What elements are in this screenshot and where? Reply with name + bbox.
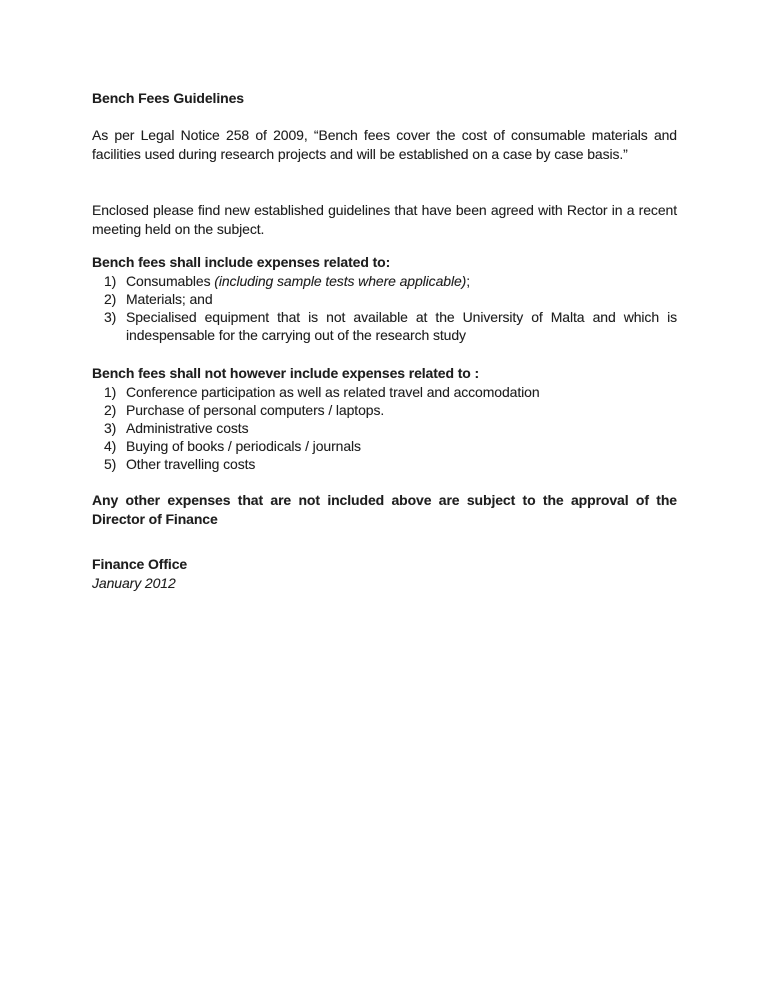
list-item-text [126,272,677,290]
list-item-number: 1) [104,273,117,289]
list-item-text: Other travelling costs [126,456,256,472]
approval-note: Any other expenses that are not included above are subject to the approval of the Director of Finance [92,492,677,527]
list-item [92,290,677,308]
list-item-number: 2) [104,291,117,307]
list-item-number: 1) [104,384,117,400]
list-item [92,401,677,419]
finance-office-label: Finance Office [92,556,188,572]
document-title: Bench Fees Guidelines [92,90,244,106]
include-list [92,272,677,344]
list-item-text-suffix: ; [466,273,471,289]
list-item [92,383,677,401]
list-item [92,308,677,344]
enclosed-paragraph: Enclosed please find new established guidelines that have been agreed with Rector in a recent meeting held on the subject. [92,202,677,237]
list-item-text: Administrative costs [126,420,249,436]
list-item [92,419,677,437]
list-item-text: Specialised equipment that is not available at the University of Malta and which is indespensable for the carrying out of the research study [126,309,677,343]
list-item-number: 3) [104,420,117,436]
intro-paragraph: As per Legal Notice 258 of 2009, “Bench fees cover the cost of consumable materials and facilities used during research projects and will be established on a case by case basis.” [92,127,677,162]
exclude-section-heading: Bench fees shall not however include expenses related to : [92,365,480,381]
list-item [92,272,677,290]
list-item-number: 5) [104,456,117,472]
include-section-heading: Bench fees shall include expenses related to: [92,254,391,270]
list-item-text: Buying of books / periodicals / journals [126,438,361,454]
list-item-text-regular: Consumables [126,273,215,289]
list-item-text: Materials; and [126,291,213,307]
list-item-text: Conference participation as well as related travel and accomodation [126,384,540,400]
list-item-number: 3) [104,309,117,325]
exclude-list [92,383,677,473]
document-date: January 2012 [92,575,176,591]
list-item-text-italic: (including sample tests where applicable) [214,273,467,289]
document-footer [92,555,677,593]
list-item-number: 4) [104,438,117,454]
list-item [92,437,677,455]
list-item [92,455,677,473]
list-item-number: 2) [104,402,117,418]
list-item-text: Purchase of personal computers / laptops. [126,402,385,418]
